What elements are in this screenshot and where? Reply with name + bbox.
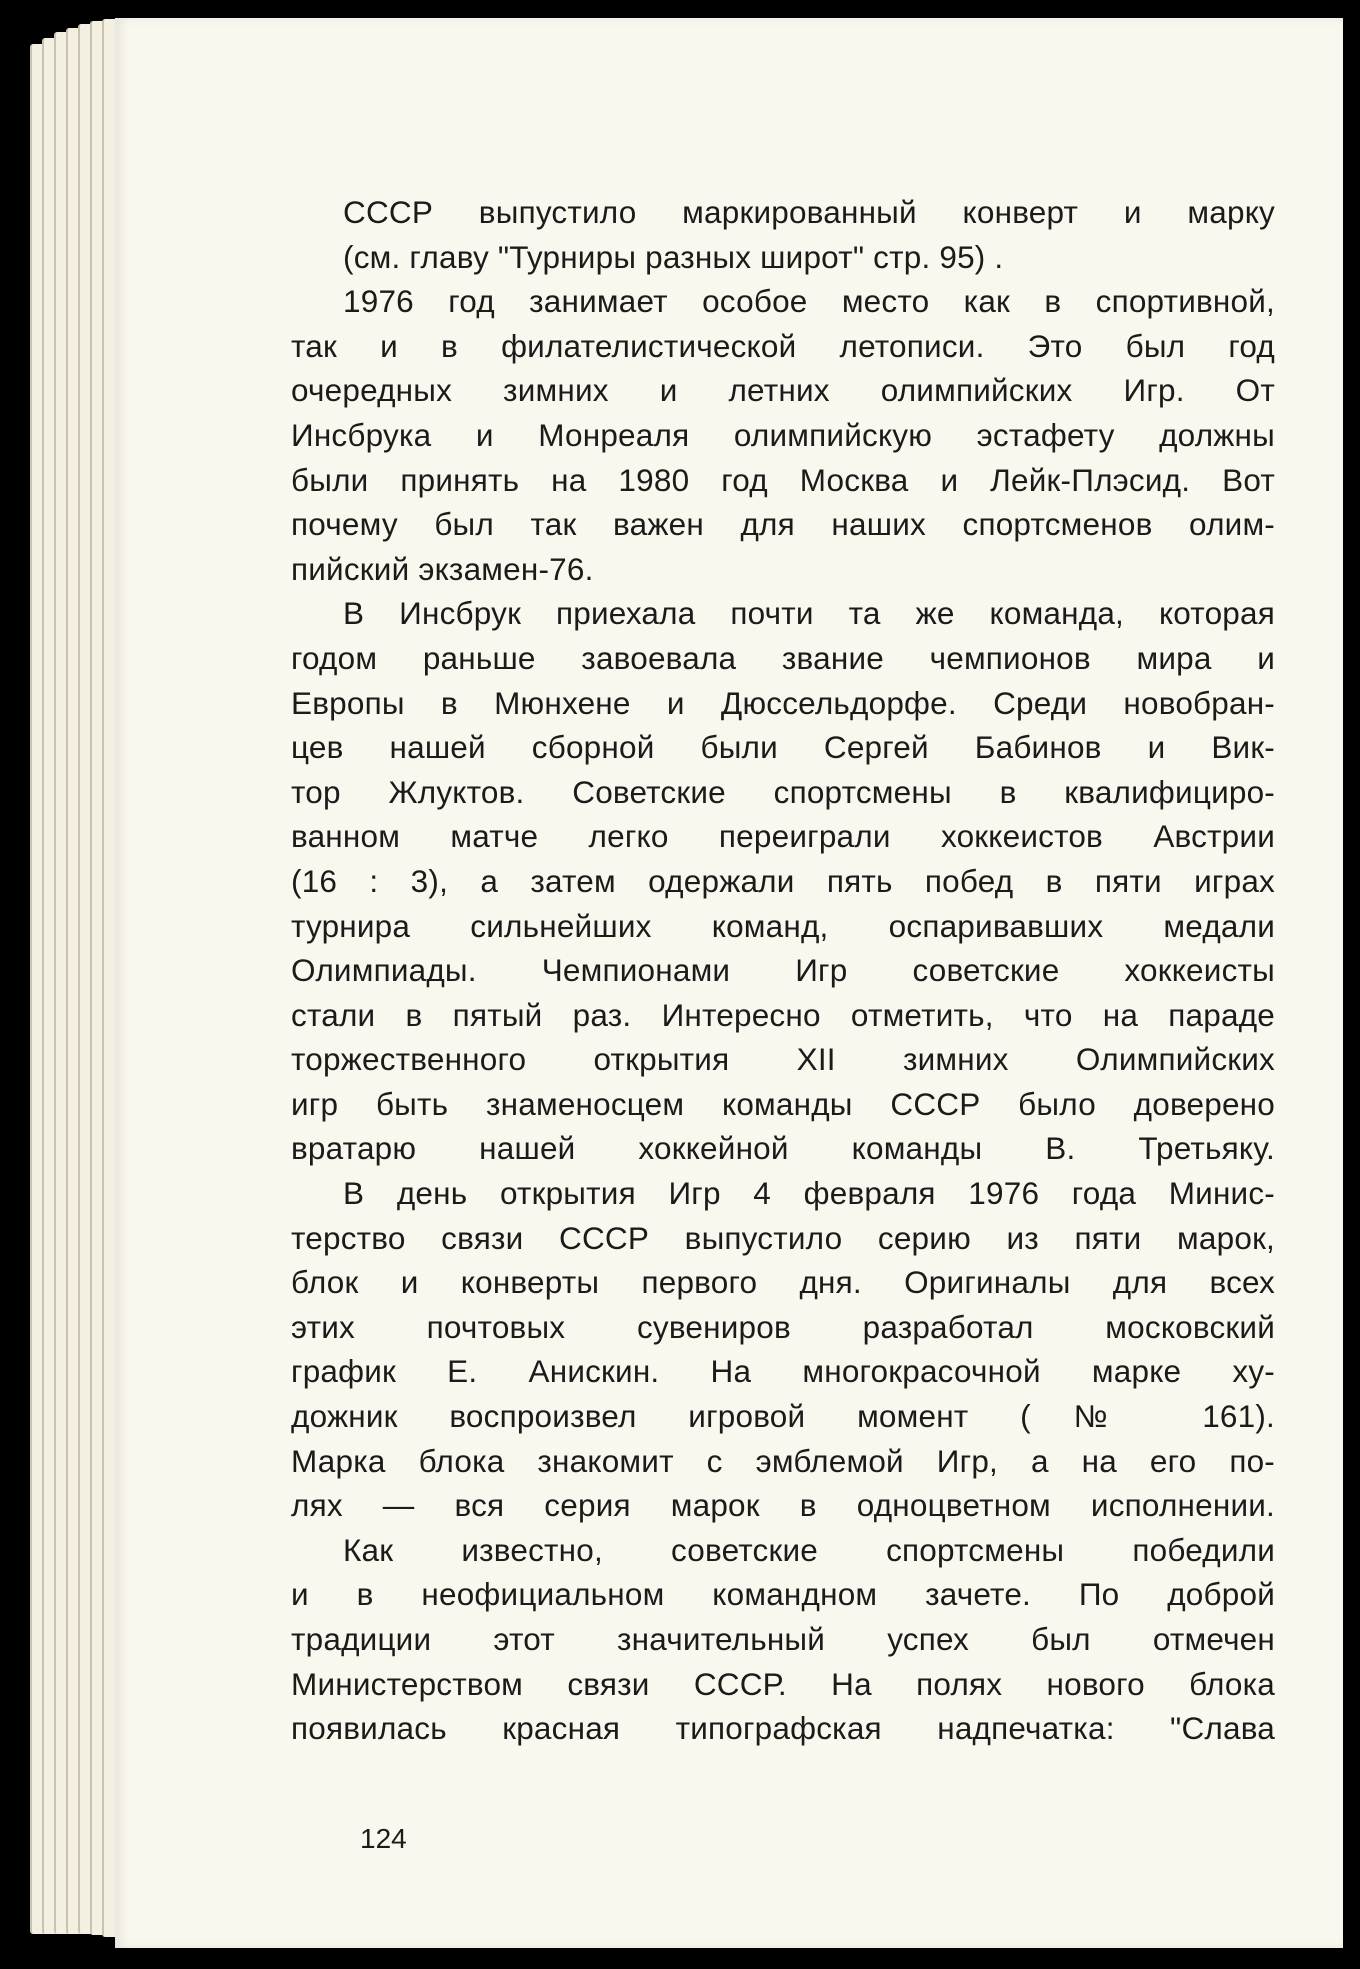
text-line: вратарю нашей хоккейной команды В. Третьяку. — [291, 1130, 1275, 1167]
text-line: ванном матче легко переиграли хоккеистов Австрии — [291, 818, 1275, 855]
text-line: Олимпиады. Чемпионами Игр советские хоккеисты — [291, 952, 1275, 989]
text-line: Европы в Мюнхене и Дюссельдорфе. Среди новобран- — [291, 684, 1275, 721]
text-line: турнира сильнейших команд, оспаривавших медали — [291, 907, 1275, 944]
text-line: появилась красная типографская надпечатка: "Слава — [291, 1710, 1275, 1747]
text-line: были принять на 1980 год Москва и Лейк-Плэсид. Вот — [291, 461, 1275, 498]
text-line: (16 : 3), а затем одержали пять побед в пяти играх — [291, 862, 1275, 899]
text-line: этих почтовых сувениров разработал московский — [291, 1308, 1275, 1345]
text-line: торжественного открытия XII зимних Олимпийских — [291, 1041, 1275, 1078]
text-line: блок и конверты первого дня. Оригиналы для всех — [291, 1264, 1275, 1301]
text-line: цев нашей сборной были Сергей Бабинов и Вик- — [291, 729, 1275, 766]
text-line: так и в филателистической летописи. Это был год — [291, 327, 1275, 364]
text-line: Как известно, советские спортсмены победили — [343, 1531, 1275, 1568]
text-line: (см. главу "Турниры разных широт" стр. 95) . — [343, 238, 1004, 275]
text-line: и в неофициальном командном зачете. По доброй — [291, 1576, 1275, 1613]
text-line: игр быть знаменосцем команды СССР было доверено — [291, 1085, 1275, 1122]
text-line: терство связи СССР выпустило серию из пяти марок, — [291, 1219, 1275, 1256]
text-line: почему был так важен для наших спортсменов олим- — [291, 506, 1275, 543]
text-line: В день открытия Игр 4 февраля 1976 года Минис- — [343, 1175, 1275, 1212]
text-line: Инсбрука и Монреаля олимпийскую эстафету должны — [291, 416, 1275, 453]
text-line: очередных зимних и летних олимпийских Игр. От — [291, 372, 1275, 409]
text-line: тор Жлуктов. Советские спортсмены в квалифициро- — [291, 773, 1275, 810]
text-line: дожник воспроизвел игровой момент (№ 161). — [291, 1398, 1275, 1435]
body-text — [291, 190, 1275, 1751]
text-line: Марка блока знакомит с эмблемой Игр, а на его по- — [291, 1442, 1275, 1479]
book-page-stack — [20, 18, 1345, 1948]
text-line: Министерством связи СССР. На полях нового блока — [291, 1665, 1275, 1702]
book-page — [115, 18, 1343, 1948]
text-line: лях — вся серия марок в одноцветном исполнении. — [291, 1487, 1275, 1524]
page-number: 124 — [360, 1823, 407, 1854]
text-line: СССР выпустило маркированный конверт и марку — [343, 194, 1275, 230]
text-line: стали в пятый раз. Интересно отметить, что на параде — [291, 996, 1275, 1033]
text-line: традиции этот значительный успех был отмечен — [291, 1621, 1275, 1657]
text-line: 1976 год занимает особое место как в спортивной, — [343, 283, 1275, 320]
text-line: график Е. Анискин. На многокрасочной марке ху- — [291, 1353, 1275, 1390]
text-line: пийский экзамен-76. — [291, 550, 594, 587]
text-line: В Инсбрук приехала почти та же команда, которая — [343, 595, 1275, 632]
text-line: годом раньше завоевала звание чемпионов мира и — [291, 639, 1275, 676]
